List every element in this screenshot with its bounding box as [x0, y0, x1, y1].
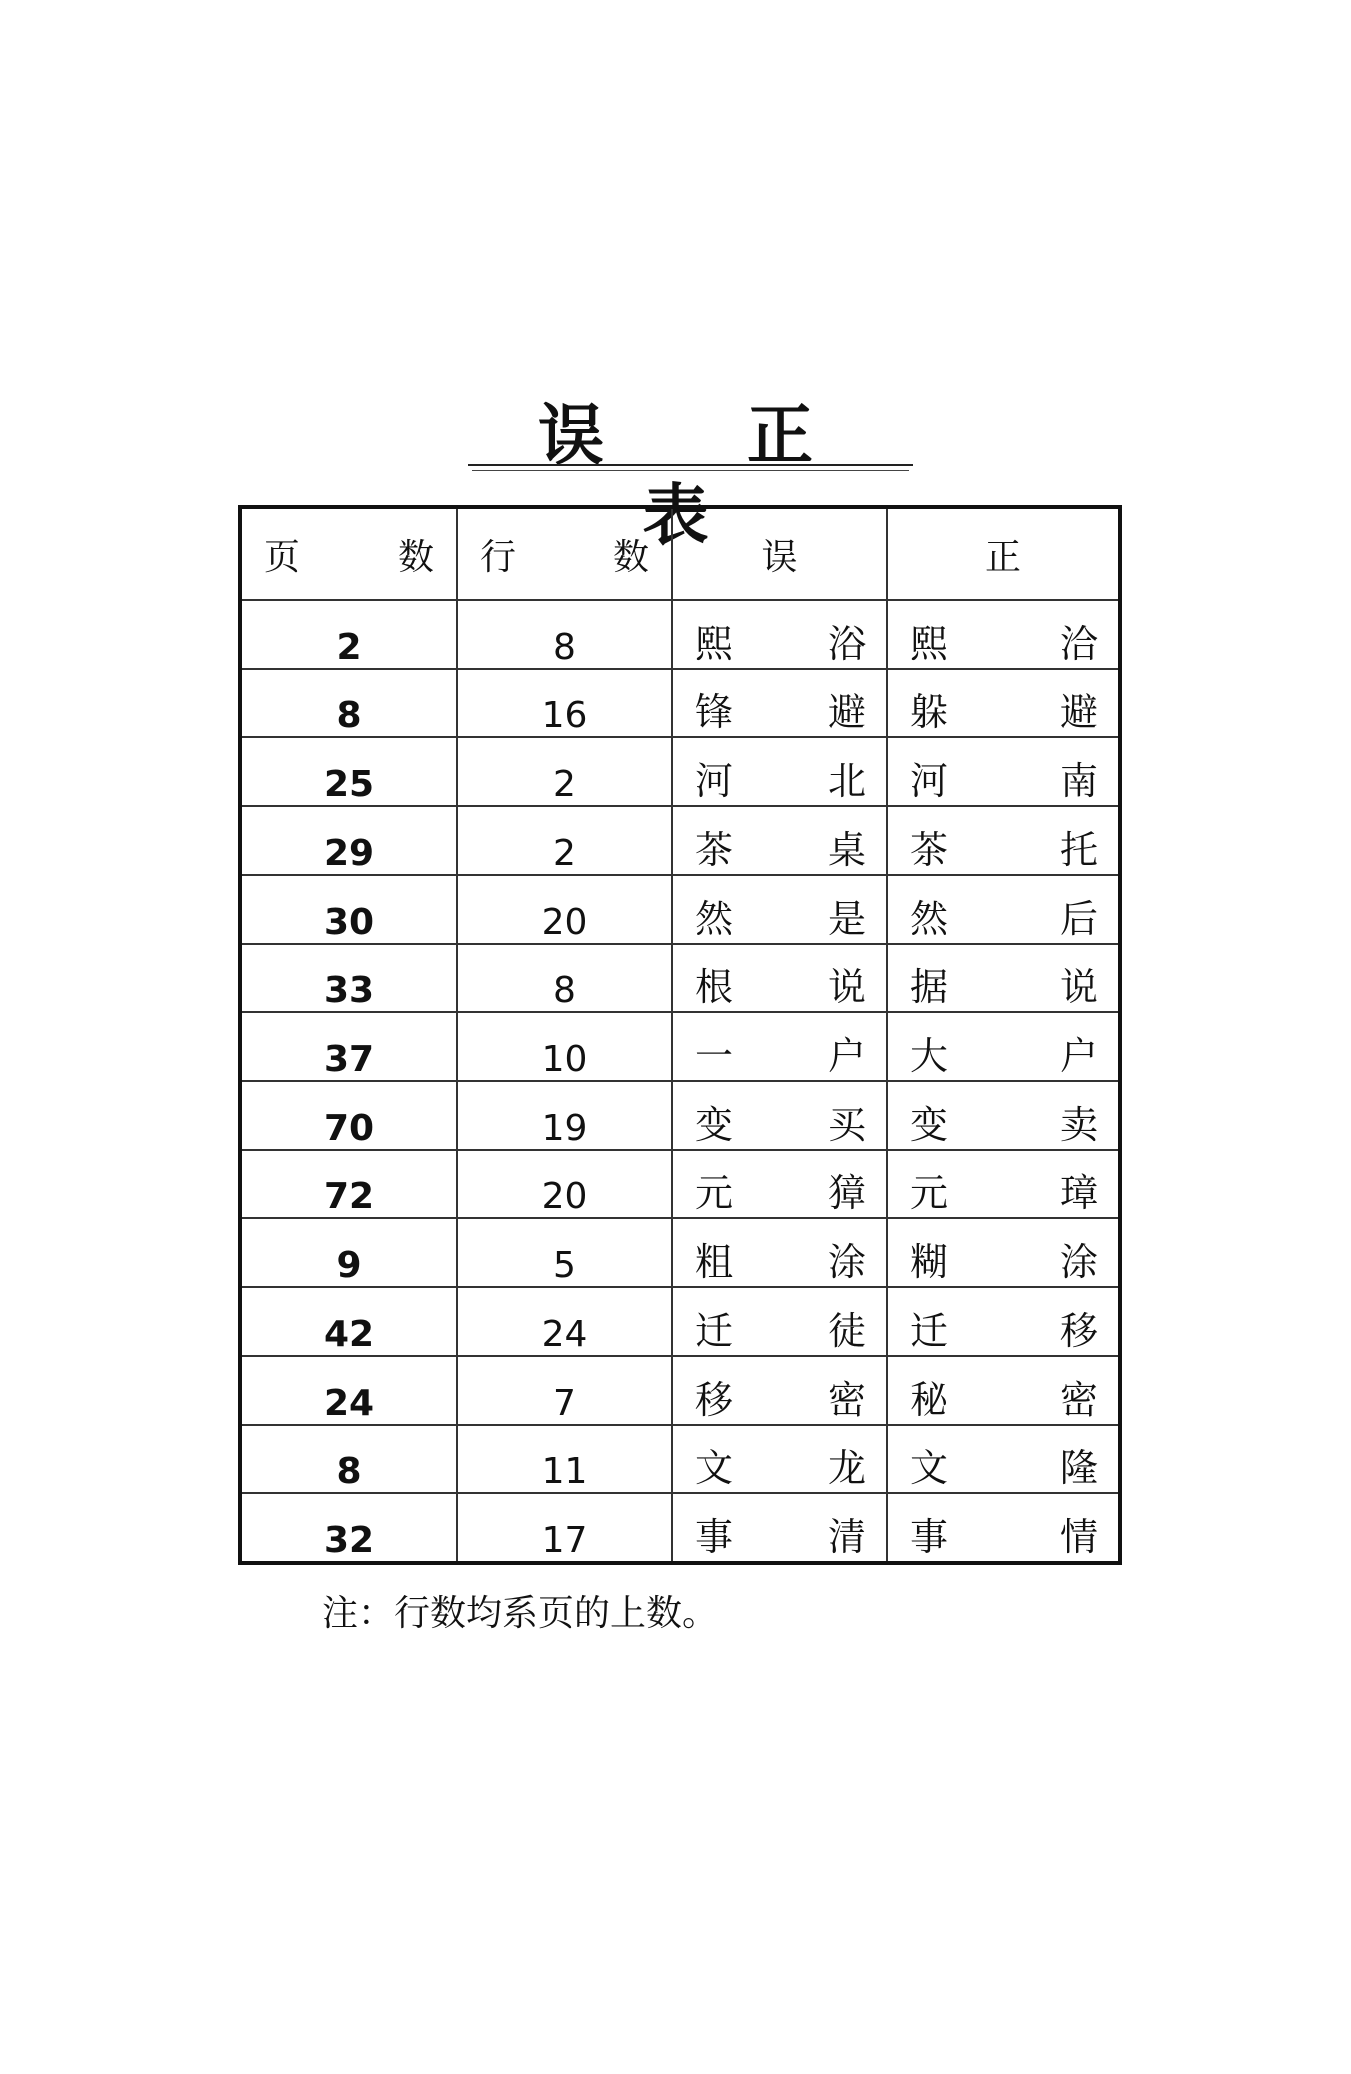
- table-row: [242, 1012, 1118, 1081]
- cell-wrong: [672, 1150, 887, 1219]
- cell-correct-char: 密: [1059, 1377, 1098, 1422]
- cell-wrong-char: 移: [695, 1377, 734, 1422]
- cell-line: 8: [457, 944, 672, 1013]
- cell-line: 5: [457, 1218, 672, 1287]
- cell-wrong-char: 涂: [827, 1240, 866, 1285]
- table-row: [242, 1150, 1118, 1219]
- cell-correct: [887, 1150, 1118, 1219]
- cell-line: 7: [457, 1356, 672, 1425]
- cell-correct-char: 说: [1059, 965, 1098, 1010]
- cell-correct-char: 躲: [910, 690, 949, 735]
- cell-wrong-char: 粗: [695, 1240, 734, 1285]
- cell-wrong-char: 变: [695, 1102, 734, 1147]
- cell-correct-char: 茶: [910, 827, 949, 872]
- cell-wrong: [672, 1493, 887, 1561]
- cell-page: 9: [242, 1218, 457, 1287]
- cell-page: 25: [242, 737, 457, 806]
- cell-line: 20: [457, 875, 672, 944]
- cell-correct-char: 南: [1059, 759, 1098, 804]
- cell-page: 30: [242, 875, 457, 944]
- cell-line: 16: [457, 669, 672, 738]
- cell-correct-char: 事: [910, 1515, 949, 1559]
- cell-wrong: [672, 737, 887, 806]
- cell-wrong: [672, 1425, 887, 1494]
- cell-page: 8: [242, 669, 457, 738]
- cell-line: 2: [457, 737, 672, 806]
- cell-wrong: [672, 875, 887, 944]
- footnote: 注：行数均系页的上数。: [322, 1593, 719, 1634]
- cell-page: 42: [242, 1287, 457, 1356]
- cell-line: 10: [457, 1012, 672, 1081]
- cell-correct: [887, 1356, 1118, 1425]
- table-row: [242, 737, 1118, 806]
- cell-wrong-char: 龙: [827, 1446, 866, 1491]
- table-row: [242, 669, 1118, 738]
- cell-correct: [887, 1287, 1118, 1356]
- table-row: [242, 1356, 1118, 1425]
- header-row: [242, 509, 1118, 600]
- cell-correct-char: 卖: [1059, 1102, 1098, 1147]
- cell-wrong-char: 桌: [827, 827, 866, 872]
- cell-wrong-char: 一: [695, 1034, 734, 1079]
- cell-correct-char: 熙: [910, 621, 949, 666]
- cell-wrong-char: 然: [695, 896, 734, 941]
- cell-wrong-char: 文: [695, 1446, 734, 1491]
- table-row: [242, 1493, 1118, 1561]
- cell-wrong-char: 元: [695, 1171, 734, 1216]
- cell-wrong: [672, 1081, 887, 1150]
- cell-correct-char: 元: [910, 1171, 949, 1216]
- cell-correct: [887, 1425, 1118, 1494]
- table-row: [242, 1425, 1118, 1494]
- cell-correct-char: 变: [910, 1102, 949, 1147]
- cell-correct: [887, 669, 1118, 738]
- cell-wrong: [672, 944, 887, 1013]
- cell-line: 11: [457, 1425, 672, 1494]
- cell-wrong-char: 北: [827, 759, 866, 804]
- cell-wrong-char: 河: [695, 759, 734, 804]
- cell-correct-char: 后: [1059, 896, 1098, 941]
- cell-correct-char: 据: [910, 965, 949, 1010]
- cell-wrong-char: 徒: [827, 1308, 866, 1353]
- cell-page: 8: [242, 1425, 457, 1494]
- cell-wrong-char: 熙: [695, 621, 734, 666]
- table-row: [242, 1081, 1118, 1150]
- cell-wrong: [672, 1012, 887, 1081]
- cell-correct: [887, 1493, 1118, 1561]
- cell-line: 17: [457, 1493, 672, 1561]
- cell-correct-char: 秘: [910, 1377, 949, 1422]
- table-row: [242, 600, 1118, 669]
- header-line-char-2: 数: [612, 536, 649, 578]
- header-page: [242, 509, 457, 600]
- table-row: [242, 875, 1118, 944]
- cell-correct-char: 糊: [910, 1240, 949, 1285]
- cell-wrong: [672, 669, 887, 738]
- title-underline-inner: [472, 470, 909, 471]
- errata-body: [242, 600, 1118, 1561]
- cell-correct: [887, 600, 1118, 669]
- cell-correct-char: 移: [1059, 1308, 1098, 1353]
- cell-page: 72: [242, 1150, 457, 1219]
- cell-correct-char: 托: [1059, 827, 1098, 872]
- header-wrong: 误: [672, 509, 887, 600]
- cell-wrong-char: 是: [827, 896, 866, 941]
- cell-line: 2: [457, 806, 672, 875]
- header-correct: 正: [887, 509, 1118, 600]
- cell-page: 33: [242, 944, 457, 1013]
- cell-wrong-char: 浴: [827, 621, 866, 666]
- cell-correct-char: 璋: [1059, 1171, 1098, 1216]
- cell-correct-char: 河: [910, 759, 949, 804]
- cell-wrong-char: 事: [695, 1515, 734, 1559]
- cell-line: 20: [457, 1150, 672, 1219]
- cell-correct-char: 涂: [1059, 1240, 1098, 1285]
- table-row: [242, 1287, 1118, 1356]
- header-page-char-2: 数: [397, 536, 434, 578]
- cell-correct-char: 情: [1059, 1515, 1098, 1559]
- cell-wrong-char: 说: [827, 965, 866, 1010]
- cell-page: 37: [242, 1012, 457, 1081]
- page-title: 误 正 表: [538, 396, 873, 554]
- header-page-char-1: 页: [264, 536, 301, 578]
- cell-correct-char: 洽: [1059, 621, 1098, 666]
- cell-wrong-char: 清: [827, 1515, 866, 1559]
- cell-wrong: [672, 1218, 887, 1287]
- cell-wrong-char: 迁: [695, 1308, 734, 1353]
- cell-wrong-char: 根: [695, 965, 734, 1010]
- title-underline: [468, 464, 913, 466]
- cell-wrong: [672, 1287, 887, 1356]
- cell-page: 70: [242, 1081, 457, 1150]
- header-line-char-1: 行: [480, 536, 517, 578]
- cell-wrong: [672, 806, 887, 875]
- cell-page: 24: [242, 1356, 457, 1425]
- cell-wrong-char: 避: [827, 690, 866, 735]
- cell-correct: [887, 944, 1118, 1013]
- cell-wrong-char: 獐: [827, 1171, 866, 1216]
- table-row: [242, 944, 1118, 1013]
- cell-page: 29: [242, 806, 457, 875]
- cell-correct: [887, 875, 1118, 944]
- cell-line: 19: [457, 1081, 672, 1150]
- cell-correct-char: 大: [910, 1034, 949, 1079]
- errata-table: [242, 509, 1118, 1561]
- errata-table-frame: [238, 505, 1122, 1565]
- cell-wrong-char: 茶: [695, 827, 734, 872]
- cell-wrong: [672, 1356, 887, 1425]
- cell-correct: [887, 1081, 1118, 1150]
- cell-correct: [887, 737, 1118, 806]
- cell-correct-char: 避: [1059, 690, 1098, 735]
- cell-correct: [887, 1012, 1118, 1081]
- header-line: [457, 509, 672, 600]
- cell-correct-char: 隆: [1059, 1446, 1098, 1491]
- cell-correct-char: 文: [910, 1446, 949, 1491]
- cell-wrong-char: 锋: [695, 690, 734, 735]
- cell-line: 24: [457, 1287, 672, 1356]
- cell-correct-char: 然: [910, 896, 949, 941]
- cell-line: 8: [457, 600, 672, 669]
- cell-correct: [887, 806, 1118, 875]
- cell-correct-char: 迁: [910, 1308, 949, 1353]
- cell-page: 2: [242, 600, 457, 669]
- cell-page: 32: [242, 1493, 457, 1561]
- cell-wrong-char: 户: [827, 1034, 866, 1079]
- table-row: [242, 1218, 1118, 1287]
- cell-wrong: [672, 600, 887, 669]
- table-row: [242, 806, 1118, 875]
- cell-correct: [887, 1218, 1118, 1287]
- cell-correct-char: 户: [1059, 1034, 1098, 1079]
- cell-wrong-char: 密: [827, 1377, 866, 1422]
- cell-wrong-char: 买: [827, 1102, 866, 1147]
